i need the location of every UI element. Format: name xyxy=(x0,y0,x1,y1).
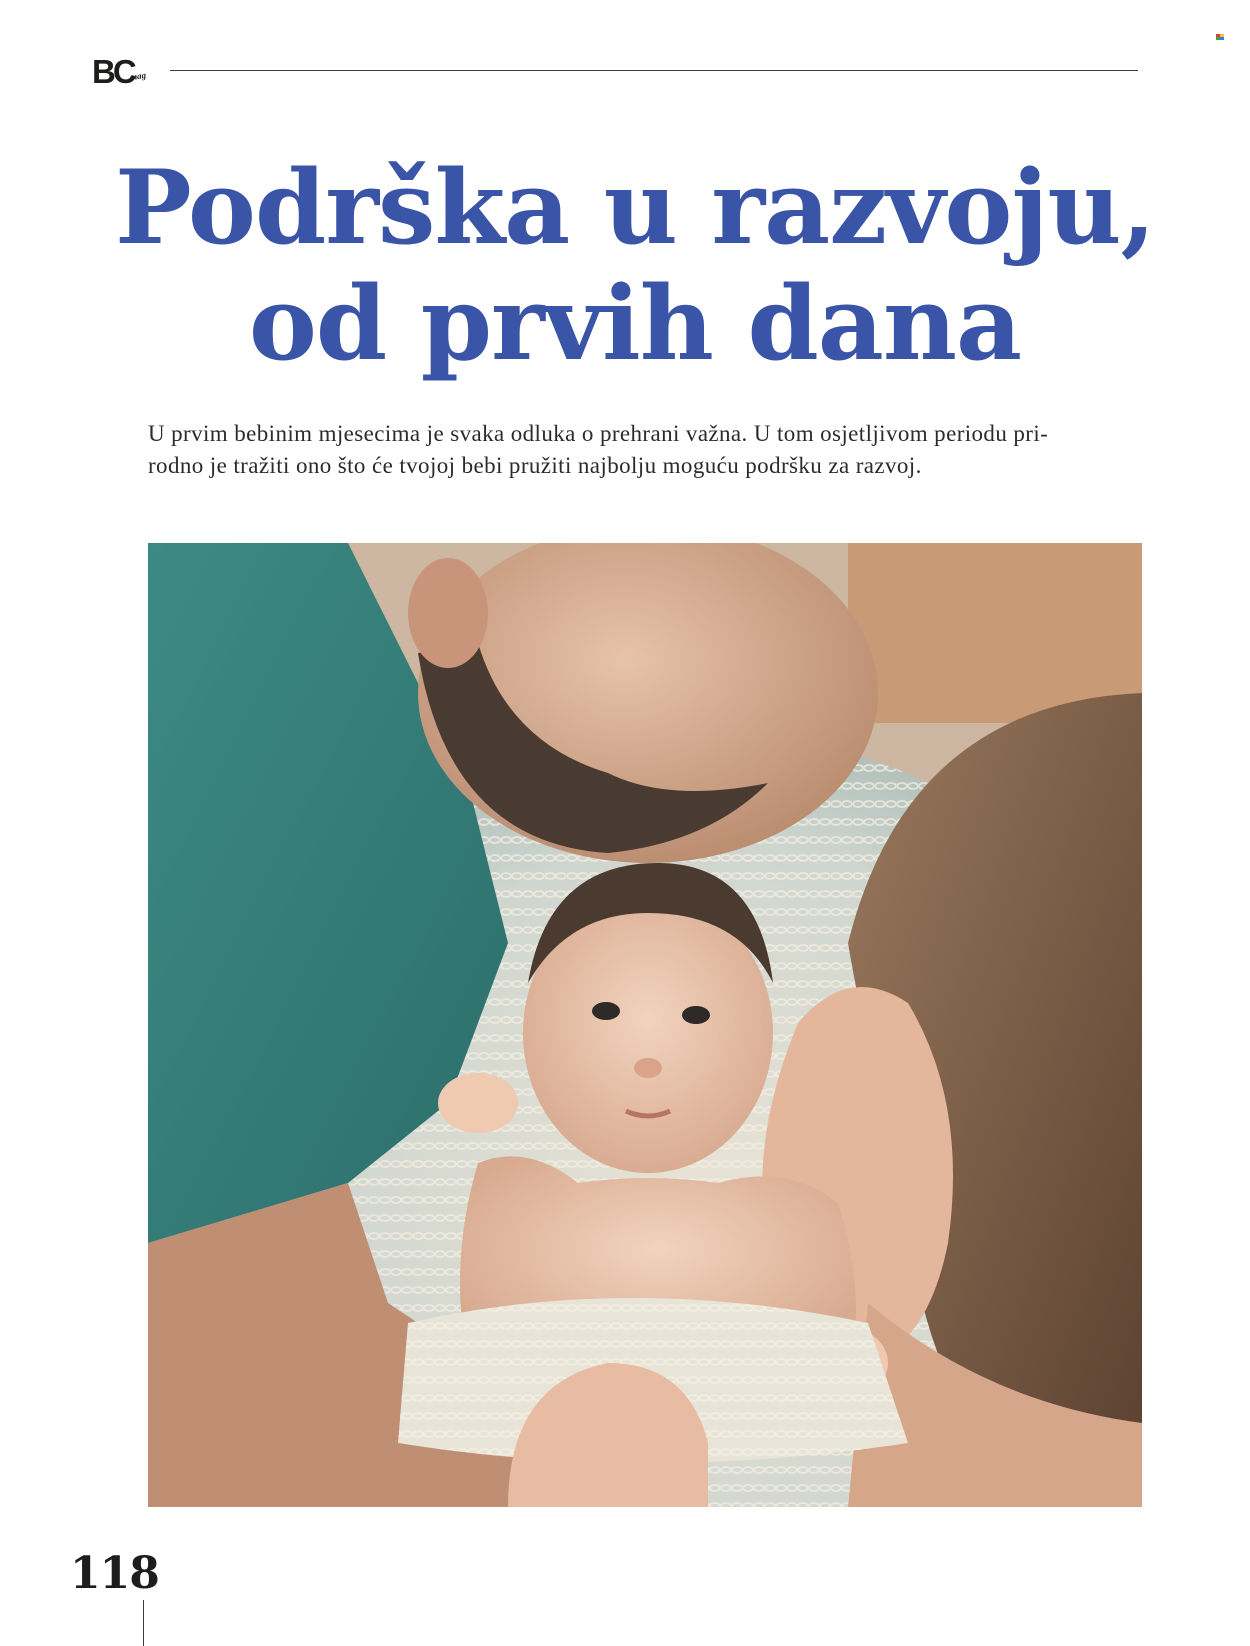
logo-sub: mag xyxy=(129,69,147,83)
header-divider xyxy=(170,70,1138,71)
registration-mark-icon xyxy=(1216,34,1224,40)
magazine-logo xyxy=(92,54,148,90)
intro-line-2: rodno je tražiti ono što će tvojoj bebi pružiti najbolju moguću podršku za razvoj. xyxy=(148,453,922,478)
logo-text: BC xyxy=(92,53,134,90)
article-intro xyxy=(148,418,1140,482)
page-number: 118 xyxy=(70,1548,159,1599)
headline-line-2: od prvih dana xyxy=(248,264,1022,384)
article-headline xyxy=(100,150,1170,382)
headline-line-1: Podrška u razvoju, xyxy=(114,148,1156,268)
family-photo-illustration xyxy=(148,543,1142,1507)
intro-line-1: U prvim bebinim mjesecima je svaka odluka o prehrani važna. U tom osjetljivom periodu pri- xyxy=(148,421,1049,446)
family-photo xyxy=(148,543,1142,1507)
page-number-divider xyxy=(143,1600,144,1646)
